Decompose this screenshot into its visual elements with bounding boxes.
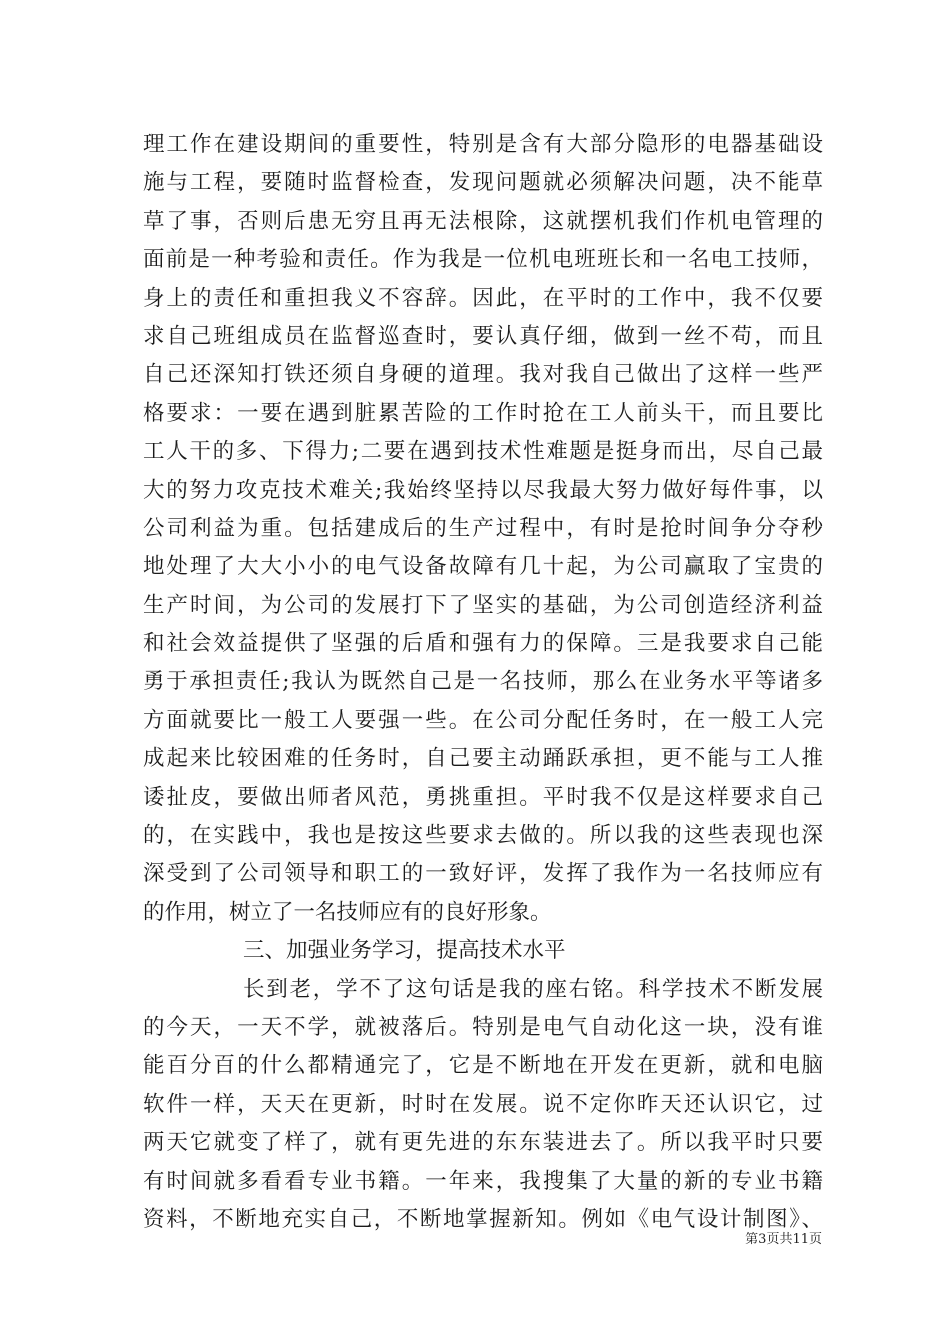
text-line: 大的努力攻克技术难关;我始终坚持以尽我最大努力做好每件事，以 bbox=[143, 477, 823, 503]
body-text bbox=[143, 126, 823, 1239]
text-line: 诿扯皮，要做出师者风范，勇挑重担。平时我不仅是这样要求自己 bbox=[143, 784, 823, 810]
text-line: 有时间就多看看专业书籍。一年来，我搜集了大量的新的专业书籍 bbox=[143, 1168, 823, 1194]
text-line: 和社会效益提供了坚强的后盾和强有力的保障。三是我要求自己能 bbox=[143, 631, 823, 657]
paragraph-2 bbox=[143, 971, 823, 1240]
text-line: 成起来比较困难的任务时，自己要主动踊跃承担，更不能与工人推 bbox=[143, 746, 823, 772]
text-line: 地处理了大大小小的电气设备故障有几十起，为公司赢取了宝贵的 bbox=[143, 554, 823, 580]
page-footer: 第3页共11页 bbox=[745, 1232, 822, 1247]
text-line: 求自己班组成员在监督巡查时，要认真仔细，做到一丝不苟，而且 bbox=[143, 323, 823, 349]
text-line: 的作用，树立了一名技师应有的良好形象。 bbox=[143, 899, 552, 925]
text-line: 两天它就变了样了，就有更先进的东东装进去了。所以我平时只要 bbox=[143, 1130, 823, 1156]
text-line: 工人干的多、下得力;二要在遇到技术性难题是挺身而出，尽自己最 bbox=[143, 439, 823, 465]
text-line: 草了事，否则后患无穷且再无法根除，这就摆机我们作机电管理的 bbox=[143, 208, 823, 234]
text-line: 资料，不断地充实自己，不断地掌握新知。例如《电气设计制图》、 bbox=[143, 1206, 823, 1232]
text-line: 的今天，一天不学，就被落后。特别是电气自动化这一块，没有谁 bbox=[143, 1014, 823, 1040]
text-line: 方面就要比一般工人要强一些。在公司分配任务时，在一般工人完 bbox=[143, 707, 823, 733]
text-line: 公司利益为重。包括建成后的生产过程中，有时是抢时间争分夺秒 bbox=[143, 515, 823, 541]
text-line: 勇于承担责任;我认为既然自己是一名技师，那么在业务水平等诸多 bbox=[143, 669, 823, 695]
text-line: 生产时间，为公司的发展打下了坚实的基础，为公司创造经济利益 bbox=[143, 592, 823, 618]
text-line: 软件一样，天天在更新，时时在发展。说不定你昨天还认识它，过 bbox=[143, 1091, 823, 1117]
text-line: 能百分百的什么都精通完了，它是不断地在开发在更新，就和电脑 bbox=[143, 1053, 823, 1079]
section-heading: 三、加强业务学习，提高技术水平 bbox=[243, 938, 566, 964]
text-line: 施与工程，要随时监督检查，发现问题就必须解决问题，决不能草 bbox=[143, 170, 823, 196]
text-line: 自己还深知打铁还须自身硬的道理。我对我自己做出了这样一些严 bbox=[143, 362, 823, 388]
text-line: 格要求：一要在遇到脏累苦险的工作时抢在工人前头干，而且要比 bbox=[143, 400, 823, 426]
text-line: 身上的责任和重担我义不容辞。因此，在平时的工作中，我不仅要 bbox=[143, 285, 823, 311]
text-line: 面前是一种考验和责任。作为我是一位机电班班长和一名电工技师， bbox=[143, 247, 823, 273]
text-line: 长到老，学不了这句话是我的座右铭。科学技术不断发展 bbox=[243, 976, 823, 1002]
text-line: 深受到了公司领导和职工的一致好评，发挥了我作为一名技师应有 bbox=[143, 861, 823, 887]
paragraph-1 bbox=[143, 126, 823, 932]
text-line: 的，在实践中，我也是按这些要求去做的。所以我的这些表现也深 bbox=[143, 823, 823, 849]
text-line: 理工作在建设期间的重要性，特别是含有大部分隐形的电器基础设 bbox=[143, 132, 823, 157]
